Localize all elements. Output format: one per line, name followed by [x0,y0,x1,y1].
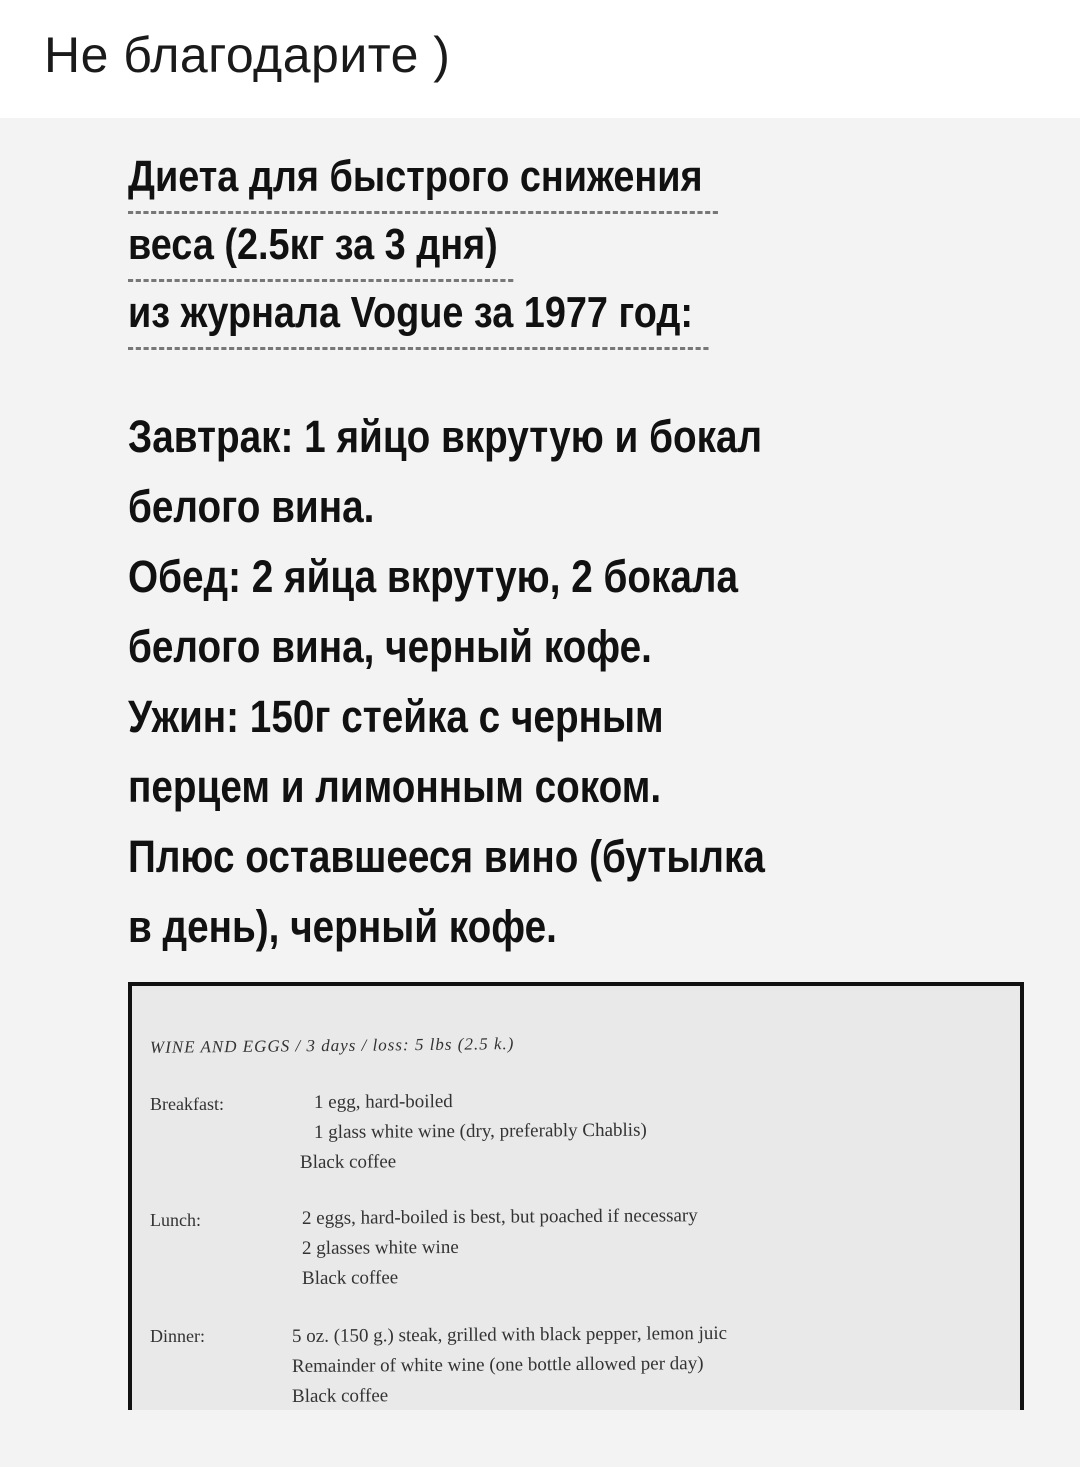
breakfast-item: 1 egg, hard-boiled [313,1091,453,1113]
post-caption: Не благодарите ) [44,27,451,83]
lunch-item: 2 glasses white wine [301,1236,459,1259]
dinner-item: Remainder of white wine (one bottle allowed per day) [291,1353,704,1377]
body-line: белого вина, черный кофе. [128,621,652,672]
title-line: из журнала Vogue за 1977 год: [128,286,885,354]
photo-bottom [0,1410,1080,1467]
breakfast-item: Black coffee [299,1151,397,1173]
clipping-heading: WINE AND EGGS / 3 days / loss: 5 lbs (2.5 k.) [149,1034,515,1057]
dinner-item: 5 oz. (150 g.) steak, grilled with black pepper, lemon juic [291,1322,728,1347]
dinner-label: Dinner: [150,1326,205,1346]
dinner-item: Black coffee [291,1385,389,1407]
body-line: Ужин: 150г стейка с черным [128,691,664,742]
title-line: веса (2.5кг за 3 дня) [128,218,885,286]
body-line: Обед: 2 яйца вкрутую, 2 бокала [128,551,739,602]
lunch-item: Black coffee [301,1267,399,1289]
body-line: белого вина. [128,481,375,532]
body-line: Завтрак: 1 яйцо вкрутую и бокал [128,411,763,462]
breakfast-item: 1 glass white wine (dry, preferably Chablis) [313,1119,647,1143]
diet-description [128,402,962,962]
body-line: перцем и лимонным соком. [128,761,662,812]
lunch-label: Lunch: [150,1210,201,1230]
magazine-clipping [128,982,1024,1414]
title-line: Диета для быстрого снижения [128,150,885,218]
body-line: в день), черный кофе. [128,901,557,952]
diet-title [128,150,885,354]
breakfast-label: Breakfast: [150,1094,224,1114]
lunch-item: 2 eggs, hard-boiled is best, but poached if necessary [301,1205,698,1229]
body-line: Плюс оставшееся вино (бутылка [128,831,765,882]
